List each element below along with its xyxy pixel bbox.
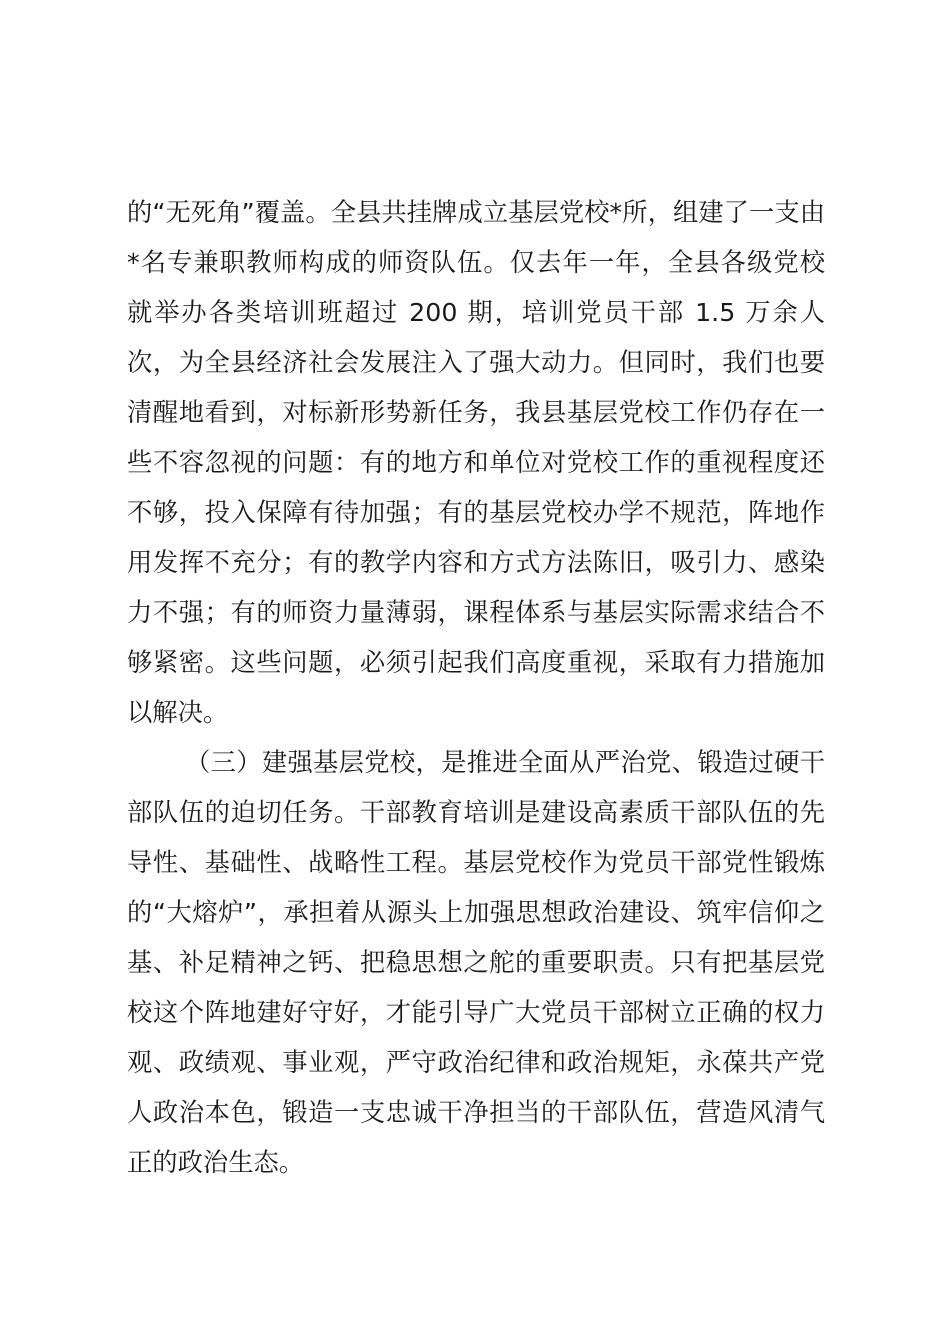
- paragraph-line: 以解决。: [127, 698, 229, 727]
- paragraph-line: 校这个阵地建好守好，才能引导广大党员干部树立正确的权力: [127, 998, 825, 1027]
- paragraph-line: 就举办各类培训班超过 200 期，培训党员干部 1.5 万余人: [127, 298, 825, 327]
- paragraph-line: 不够，投入保障有待加强；有的基层党校办学不规范，阵地作: [127, 498, 825, 527]
- paragraph-line: 力不强；有的师资力量薄弱，课程体系与基层实际需求结合不: [127, 598, 825, 627]
- paragraph-line: 部队伍的迫切任务。干部教育培训是建设高素质干部队伍的先: [127, 798, 825, 827]
- paragraph-line: 些不容忽视的问题：有的地方和单位对党校工作的重视程度还: [127, 448, 825, 477]
- paragraph-line: 的“无死角”覆盖。全县共挂牌成立基层党校*所，组建了一支由: [127, 198, 825, 227]
- paragraph-line: 次，为全县经济社会发展注入了强大动力。但同时，我们也要: [127, 348, 825, 377]
- paragraph-line: 观、政绩观、事业观，严守政治纪律和政治规矩，永葆共产党: [127, 1048, 825, 1077]
- paragraph-line: 正的政治生态。: [127, 1148, 305, 1177]
- paragraph-line: 的“大熔炉”，承担着从源头上加强思想政治建设、筑牢信仰之: [127, 898, 825, 927]
- paragraph-line: *名专兼职教师构成的师资队伍。仅去年一年，全县各级党校: [127, 248, 825, 277]
- paragraph-line: 基、补足精神之钙、把稳思想之舵的重要职责。只有把基层党: [127, 948, 825, 977]
- paragraph-line: 用发挥不充分；有的教学内容和方式方法陈旧，吸引力、感染: [127, 548, 825, 577]
- paragraph-line: 人政治本色，锻造一支忠诚干净担当的干部队伍，营造风清气: [127, 1098, 825, 1127]
- paragraph-line: 导性、基础性、战略性工程。基层党校作为党员干部党性锻炼: [127, 848, 825, 877]
- paragraph-line: 够紧密。这些问题，必须引起我们高度重视，采取有力措施加: [127, 648, 825, 677]
- paragraph-line: （三）建强基层党校，是推进全面从严治党、锻造过硬干: [185, 748, 825, 777]
- paragraph-line: 清醒地看到，对标新形势新任务，我县基层党校工作仍存在一: [127, 398, 825, 427]
